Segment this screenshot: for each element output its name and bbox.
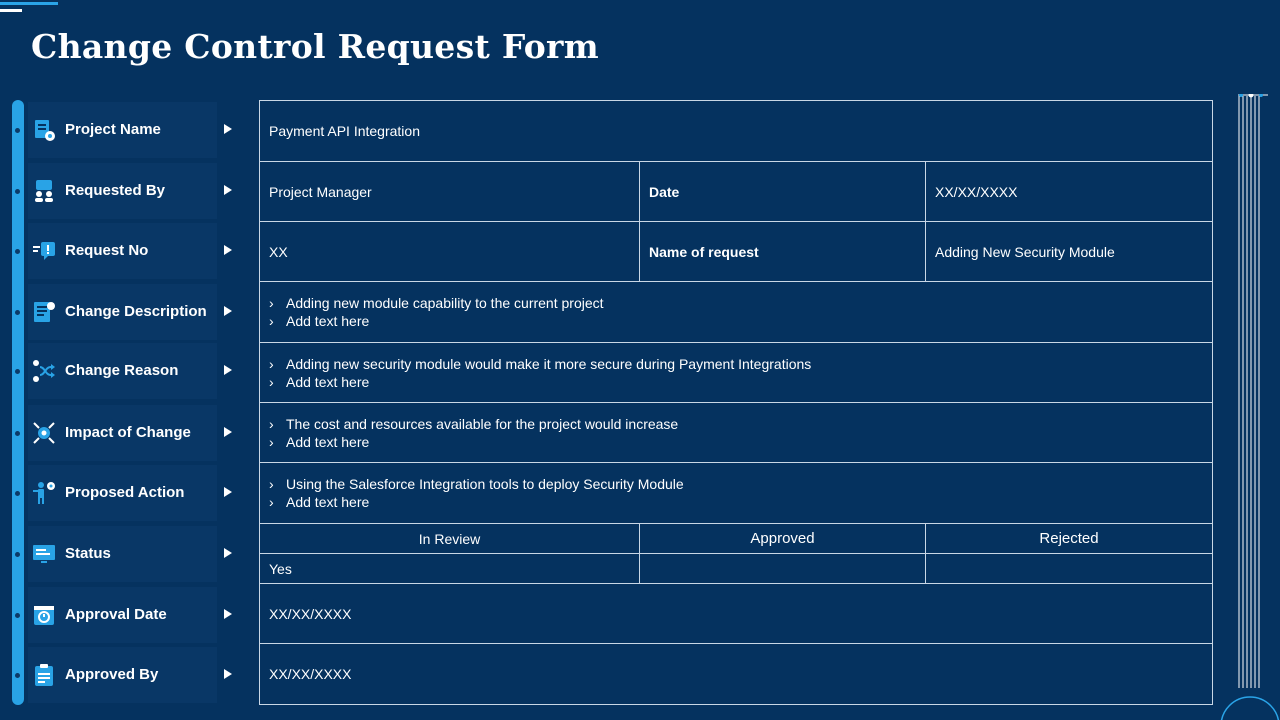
person-gear-icon (32, 481, 56, 505)
arrow-right-icon (224, 548, 232, 558)
list-item (269, 493, 1203, 511)
arrow-right-icon (224, 365, 232, 375)
label-change-reason: Change Reason (65, 362, 179, 379)
bullet-dot (15, 552, 20, 557)
label-row-request-no (0, 223, 240, 279)
label-row-status (0, 526, 240, 582)
arrow-right-icon (224, 124, 232, 134)
label-project-name: Project Name (65, 121, 161, 138)
label-status: Status (65, 545, 111, 562)
label-box (28, 223, 217, 279)
clipboard-icon (32, 663, 56, 687)
label-row-proposed-action (0, 465, 240, 521)
label-box (28, 163, 217, 219)
label-box (28, 343, 217, 399)
chevron-right-icon: › (269, 476, 274, 492)
bullet-dot (15, 613, 20, 618)
reason-line-2: Add text here (286, 373, 370, 390)
list-item (269, 355, 1203, 373)
list-item (269, 312, 1203, 330)
label-row-change-description (0, 284, 240, 340)
request-no-value[interactable]: XX (260, 222, 640, 282)
table-row (260, 463, 1213, 524)
bullet-dot (15, 431, 20, 436)
bullet-dot (15, 310, 20, 315)
table-row (260, 101, 1213, 162)
bullet-dot (15, 128, 20, 133)
table-row (260, 584, 1213, 644)
arrow-right-icon (224, 185, 232, 195)
requested-by-value[interactable]: Project Manager (260, 162, 640, 222)
chevron-right-icon: › (269, 355, 274, 372)
arrow-right-icon (224, 669, 232, 679)
status-in-review-value[interactable]: Yes (260, 554, 640, 584)
label-impact-of-change: Impact of Change (65, 424, 191, 441)
list-item (269, 415, 1203, 433)
decorative-circle (1220, 690, 1280, 720)
change-description-value[interactable] (260, 282, 1213, 343)
message-icon (32, 239, 56, 263)
list-item (269, 294, 1203, 312)
action-line-1: Using the Salesforce Integration tools to deploy Security Module (286, 476, 684, 492)
label-change-description: Change Description (65, 303, 207, 320)
status-rejected-value[interactable] (926, 554, 1213, 584)
label-box (28, 405, 217, 461)
label-box (28, 102, 217, 158)
arrow-right-icon (224, 306, 232, 316)
description-line-1: Adding new module capability to the current project (286, 295, 604, 311)
impact-of-change-value[interactable] (260, 403, 1213, 463)
table-row (260, 403, 1213, 463)
proposed-action-value[interactable] (260, 463, 1213, 524)
bullet-dot (15, 673, 20, 678)
table-row (260, 222, 1213, 282)
date-value[interactable]: XX/XX/XXXX (926, 162, 1213, 222)
arrow-right-icon (224, 487, 232, 497)
project-icon (32, 118, 56, 142)
label-approved-by: Approved By (65, 666, 159, 683)
table-row (260, 162, 1213, 222)
approval-date-value[interactable]: XX/XX/XXXX (260, 584, 1213, 644)
status-header-approved: Approved (640, 524, 926, 554)
label-request-no: Request No (65, 242, 149, 259)
label-row-change-reason (0, 343, 240, 399)
arrow-right-icon (224, 245, 232, 255)
list-item (269, 475, 1203, 493)
label-row-impact-of-change (0, 405, 240, 461)
project-name-value[interactable]: Payment API Integration (260, 101, 1213, 162)
label-requested-by: Requested By (65, 182, 166, 199)
label-box (28, 465, 217, 521)
monitor-icon (32, 542, 56, 566)
impact-line-2: Add text here (286, 433, 370, 450)
reason-line-1: Adding new security module would make it more secure during Payment Integrations (286, 355, 812, 372)
name-of-request-label: Name of request (640, 222, 926, 282)
shuffle-icon (32, 359, 56, 383)
label-row-requested-by (0, 163, 240, 219)
top-accent-line (0, 2, 58, 5)
status-header-rejected: Rejected (926, 524, 1213, 554)
chevron-right-icon: › (269, 373, 274, 390)
team-icon (32, 179, 56, 203)
top-accent-line-short (0, 9, 22, 12)
label-box (28, 526, 217, 582)
chevron-right-icon: › (269, 433, 274, 450)
action-line-2: Add text here (286, 494, 370, 510)
chevron-right-icon: › (269, 313, 274, 329)
label-row-approved-by (0, 647, 240, 703)
bullet-dot (15, 189, 20, 194)
impact-icon (32, 421, 56, 445)
label-box (28, 587, 217, 643)
arrow-right-icon (224, 427, 232, 437)
table-row (260, 644, 1213, 705)
arrow-right-icon (224, 609, 232, 619)
label-proposed-action: Proposed Action (65, 484, 185, 501)
calendar-icon (32, 603, 56, 627)
date-label: Date (640, 162, 926, 222)
change-reason-value[interactable] (260, 343, 1213, 403)
table-row (260, 282, 1213, 343)
label-box (28, 647, 217, 703)
description-line-2: Add text here (286, 313, 370, 329)
bullet-dot (15, 369, 20, 374)
impact-line-1: The cost and resources available for the project would increase (286, 415, 679, 432)
chevron-right-icon: › (269, 494, 274, 510)
label-approval-date: Approval Date (65, 606, 167, 623)
status-header-row (260, 524, 1213, 554)
decorative-vertical-lines (1238, 94, 1268, 688)
page-title: Change Control Request Form (31, 27, 599, 66)
label-box (28, 284, 217, 340)
name-of-request-value[interactable]: Adding New Security Module (926, 222, 1213, 282)
change-request-table (259, 100, 1213, 705)
label-row-project-name (0, 102, 240, 158)
list-item (269, 433, 1203, 451)
chevron-right-icon: › (269, 295, 274, 311)
document-icon (32, 300, 56, 324)
chevron-right-icon: › (269, 415, 274, 432)
status-value-row (260, 554, 1213, 584)
approved-by-value[interactable]: XX/XX/XXXX (260, 644, 1213, 705)
bullet-dot (15, 491, 20, 496)
list-item (269, 373, 1203, 391)
status-approved-value[interactable] (640, 554, 926, 584)
bullet-dot (15, 249, 20, 254)
status-header-in-review: In Review (260, 524, 640, 554)
label-row-approval-date (0, 587, 240, 643)
table-row (260, 343, 1213, 403)
